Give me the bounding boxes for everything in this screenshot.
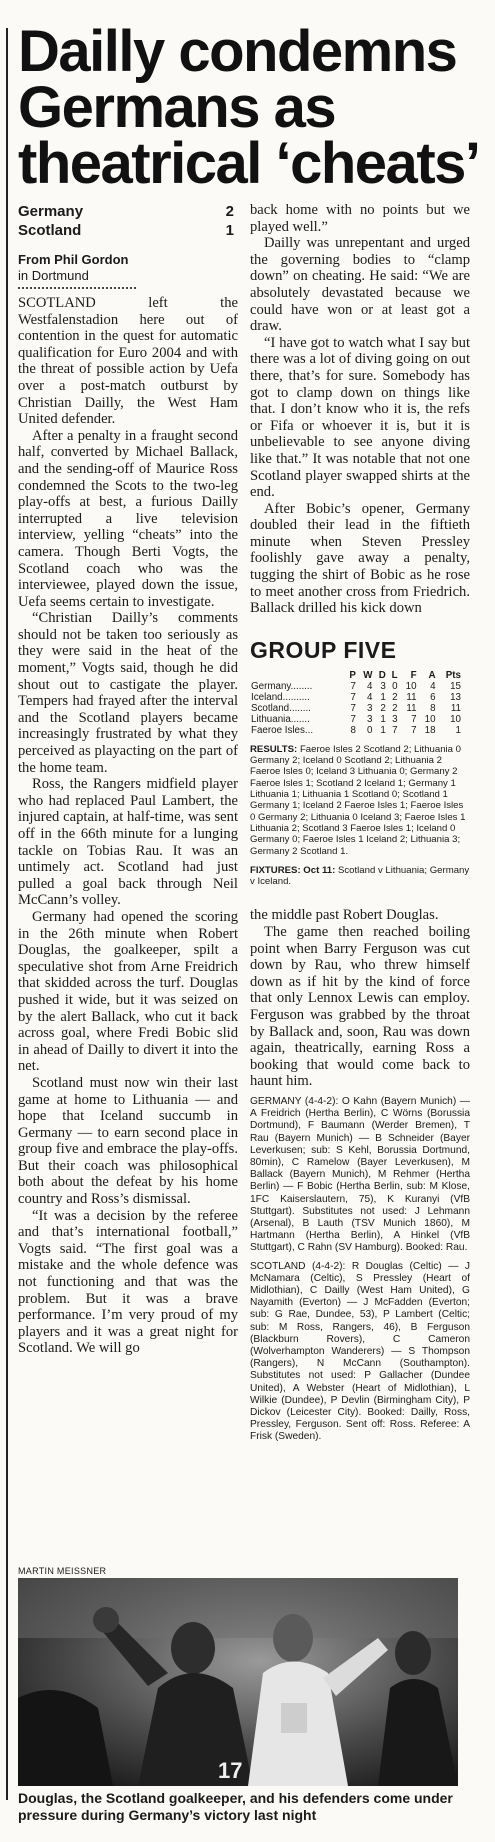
standings-cell: 2 — [392, 691, 398, 703]
byline — [18, 252, 238, 289]
standings-header-cell: D — [378, 669, 386, 681]
standings-cell: 4 — [367, 691, 373, 703]
home-goals: 2 — [225, 203, 234, 220]
body-text-right-bottom — [250, 907, 470, 1090]
standings-header-cell: A — [428, 669, 436, 681]
byline-author: From Phil Gordon — [18, 252, 129, 267]
paragraph: “I have got to watch what I say but there was a lot of diving going on out there, that’s for sure. Somebody has got to clamp down on things like that. I don’t know who it is, the refs or Fifa or whoever it is, but it is unbelievable to see anyone diving like that.” It was notable that not one Scotland player swapped shirts at the end. — [250, 334, 470, 501]
paragraph: SCOTLAND left the Westfalenstadion here out of contention in the quest for automatic qualification for Euro 2004 and with the threat of possible action by Uefa over a post-match outburst by Christian Dailly, the West Ham United defender. — [18, 295, 238, 428]
standings-header-cell: L — [391, 669, 398, 681]
paragraph: The game then reached boiling point when Barry Ferguson was cut down by Rau, who threw himself down as if hit by the kind of force that only Lennox Lewis can employ. Ferguson was grabbed by the throat by Ballack and, soon, Rau was down again, theatrically, earning Ross a booking that would come back to haunt him. — [250, 924, 470, 1090]
standings-cell: 3 — [367, 702, 373, 714]
column-right — [250, 202, 470, 1444]
standings-cell: 8 — [350, 724, 356, 736]
headline: Dailly condemns Germans as theatrical ‘cheats’ — [18, 19, 480, 196]
paragraph: Dailly was unrepentant and urged the governing bodies to “clamp down” on cheating. He said: “We are absolutely devastated because we could have won or at least got a draw. — [250, 235, 470, 335]
standings-cell: 0 — [367, 724, 373, 736]
standings-cell: 4 — [430, 680, 436, 692]
paragraph: Ross, the Rangers midfield player who had replaced Paul Lambert, the injured captain, at half-time, was sent off in the 66th minute for a lunging tackle on Tobias Rau. It was an untimely act. Scotland had just pulled a goal back through Neil McCann’s volley. — [18, 776, 238, 909]
byline-location: in Dortmund — [18, 268, 89, 283]
group-title: GROUP FIVE — [250, 636, 397, 663]
standings-cell: 1 — [455, 724, 461, 736]
group-five-table-box — [250, 637, 470, 888]
standings-header — [250, 670, 462, 681]
standings-cell: 7 — [392, 724, 398, 736]
standings-header-cell: Pts — [445, 669, 461, 681]
standings-body — [250, 681, 462, 736]
results-text — [250, 744, 470, 857]
team-name: Scotland........ — [251, 702, 311, 714]
standings-cell: 3 — [380, 680, 386, 692]
standings-cell: 0 — [392, 680, 398, 692]
standings-cell: 18 — [424, 724, 436, 736]
standings-cell: 10 — [405, 680, 417, 692]
standings-cell: 6 — [430, 691, 436, 703]
lineup-germany: GERMANY (4-4-2): O Kahn (Bayern Munich) — A Freidrich (Hertha Berlin), C Wörns (Borussia Dortmund), F Baumann (Werder Bremen), T Rau (Bayern Munich) — B Schneider (Bayer Leverkusen; sub: S Kehl, Borussia Dortmund, 80min), C Ramelow (Bayer Leverkusen), M Ballack (Bayern Munich), M Rehmer (Hertha Berlin) — F Bobic (Hertha Berlin, sub: M Klose, 1FC Kaiserslautern, 75), K Kuranyi (VfB Stuttgart). Substitutes not used: J Lehmann (Arsenal), B Lauth (TSV Munich 1860), M Hartmann (Hertha Berlin), A Hinkel (VfB Stuttgart), C Rahn (SV Hamburg). Booked: Rau. — [250, 1095, 470, 1254]
away-goals: 1 — [225, 222, 234, 239]
column-left — [18, 202, 238, 1444]
standings-row — [250, 681, 462, 692]
paragraph: After Bobic’s opener, Germany doubled their lead in the fiftieth minute when Steven Pressley foolishly gave away a penalty, tugging the shirt of Bobic as he rose to meet another cross from Friedrich. Ballack drilled his kick down — [250, 500, 470, 617]
standings-cell: 11 — [450, 702, 461, 714]
away-team: Scotland — [18, 222, 82, 239]
body-text-left — [18, 295, 238, 1357]
home-team: Germany — [18, 203, 84, 220]
team-name: Iceland.......... — [251, 691, 310, 703]
standings-cell: 1 — [380, 691, 386, 703]
results-list: Faeroe Isles 2 Scotland 2; Lithuania 0 Germany 2; Iceland 0 Scotland 2; Lithuania 2 Faeroe Isles 0; Iceland 3 Lithuania 0; Germany 2 Faeroe Isles 1; Scotland 2 Iceland 1; Germany 1 Lithuania 1; Lithuania 1 Scotland 0; Scotland 1 Germany 1; Iceland 2 Faeroe Isles 1; Faeroe Isles 0 Germany 2; Lithuania 0 Iceland 3; Faeroe Isles 1 Lithuania 2; Scotland 3 Faeroe Isles 1; Iceland 0 Germany 0; Faeroe Isles 1 Iceland 2; Lithuania 3; Germany 2 Scotland 1. — [250, 743, 466, 857]
standings-cell: 10 — [450, 713, 461, 725]
column-rule — [6, 28, 8, 1800]
lineup-scotland: SCOTLAND (4-4-2): R Douglas (Celtic) — J McNamara (Celtic), S Pressley (Heart of Midlothian), C Dailly (West Ham United), G Nayamith (Everton) — J McFadden (Everton; sub: G Rae, Dundee, 53), P Lambert (Celtic; sub: M Ross, Rangers, 46), B Ferguson (Blackburn Rovers), C Cameron (Wolverhampton Wanderers) — S Thompson (Rangers), N McCann (Southampton). Substitutes not used: P Gallacher (Dundee United), A Webster (Heart of Midlothian), L Wilkie (Dundee), P Devlin (Birmingham City), P Dickov (Leicester City). Booked: Dailly, Ross, Pressley, Ferguson. Sent off: Ross. Referee: A Frisk (Sweden). — [250, 1260, 470, 1443]
fixtures-label: FIXTURES: Oct 11: — [250, 864, 336, 876]
paragraph: back home with no points but we played well.” — [250, 202, 470, 235]
standings-row — [250, 725, 462, 736]
standings-header-cell: P — [349, 669, 356, 681]
body-text-right-top — [250, 202, 470, 617]
paragraph: “It was a decision by the referee and that’s international football,” Vogts said. “The first goal was a mistake and the whole defence was not functioning and that was the problem. But it was a brave performance. I’m very proud of my players and it was a great night for Scotland. We will go — [18, 1207, 238, 1357]
byline-divider — [18, 287, 136, 289]
shirt-number: 17 — [218, 1758, 243, 1783]
standings-table — [250, 670, 462, 736]
team-name: Germany........ — [251, 680, 313, 692]
fixtures-text — [250, 865, 470, 888]
match-photo-illustration — [18, 1578, 458, 1786]
standings-row — [250, 692, 462, 703]
standings-cell: 7 — [411, 713, 417, 725]
paragraph: the middle past Robert Douglas. — [250, 907, 439, 924]
photo-caption: Douglas, the Scotland goalkeeper, and his defenders come under pressure during Germany’s victory last night — [18, 1790, 453, 1823]
team-name: Faeroe Isles... — [251, 724, 314, 736]
team-name: Lithuania....... — [251, 713, 310, 725]
standings-cell: 3 — [367, 713, 373, 725]
standings-cell: 11 — [406, 702, 417, 714]
standings-row — [250, 714, 462, 725]
standings-cell: 7 — [350, 691, 356, 703]
scoreline — [18, 202, 238, 240]
standings-cell: 1 — [380, 724, 386, 736]
standings-cell: 2 — [380, 702, 386, 714]
standings-cell: 7 — [350, 713, 356, 725]
fixtures-list: Scotland v Lithuania; Germany v Iceland. — [250, 864, 470, 888]
standings-cell: 7 — [350, 702, 356, 714]
standings-header-cell: F — [410, 669, 417, 681]
paragraph: Scotland must now win their last game at home to Lithuania — and hope that Iceland succumb in Germany — to earn second place in group five and embrace the play-offs. But their coach was philosophical both about the defeat by his home country and Ross’s dismissal. — [18, 1074, 238, 1208]
article-columns — [18, 202, 487, 1444]
standings-cell: 15 — [450, 680, 461, 692]
paragraph: After a penalty in a fraught second half, converted by Michael Ballack, and the sending-off of Maurice Ross condemned the Scots to the two-leg play-offs at best, a furious Dailly interrupted a live television interview, yelling “cheats” into the camera. Though Berti Vogts, the Scotland coach who was the interviewee, played down the issue, Uefa seems certain to investigate. — [18, 427, 238, 610]
standings-cell: 2 — [392, 702, 398, 714]
score-row-home — [18, 202, 238, 221]
standings-cell: 4 — [367, 680, 373, 692]
photo-credit: MARTIN MEISSNER — [18, 1566, 107, 1576]
standings-row — [250, 703, 462, 714]
paragraph: “Christian Dailly’s comments should not be taken too seriously as they were said in the heat of the moment,” Vogts said, though he did shout out to castigate the player. Tempers had frayed after the interval and the Scotland players became increasingly frustrated by what they perceived as playacting on the part of the home team. — [18, 610, 238, 776]
standings-cell: 3 — [392, 713, 398, 725]
standings-cell: 11 — [406, 691, 417, 703]
standings-cell: 7 — [411, 724, 417, 736]
paragraph: Germany had opened the scoring in the 26th minute when Robert Douglas, the goalkeeper, spilt a speculative shot from Arne Freidrich that skidded across the turf. Douglas pushed it wide, but it was seized on by the alert Ballack, who cut it back across goal, where Fredi Bobic slid in ahead of Dailly to divert it into the net. — [18, 908, 238, 1075]
standings-cell: 13 — [450, 691, 461, 703]
standings-cell: 1 — [380, 713, 386, 725]
results-label: RESULTS: — [250, 743, 298, 755]
match-photo — [18, 1578, 458, 1786]
score-row-away — [18, 221, 238, 240]
standings-cell: 8 — [430, 702, 436, 714]
standings-header-cell: W — [363, 669, 373, 681]
standings-cell: 7 — [350, 680, 356, 692]
standings-cell: 10 — [424, 713, 436, 725]
